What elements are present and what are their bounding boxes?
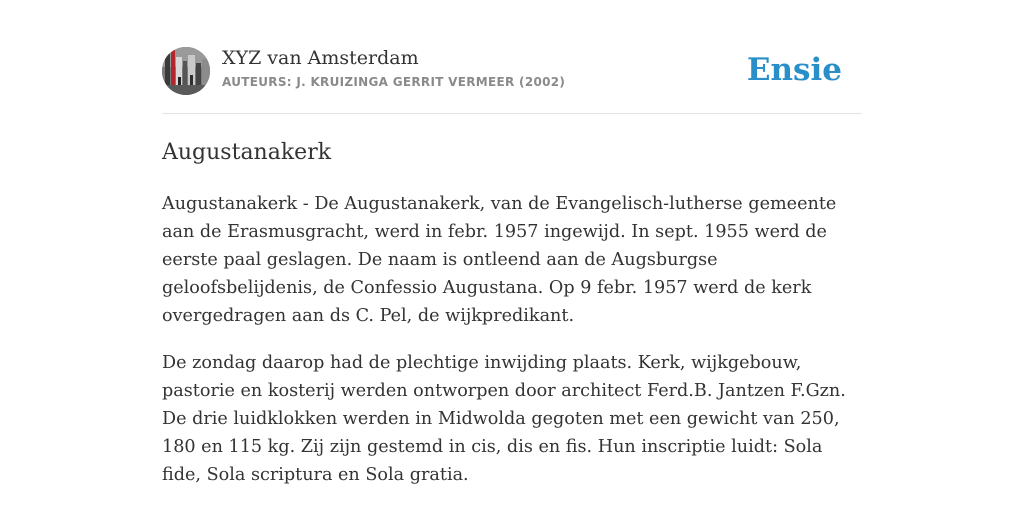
- ensie-logo[interactable]: Ensie: [746, 52, 842, 88]
- article-body: [162, 190, 862, 508]
- article-title: Augustanakerk: [162, 140, 332, 165]
- header-divider: [162, 113, 862, 114]
- source-authors: AUTEURS: J. KRUIZINGA GERRIT VERMEER (2002): [222, 75, 566, 89]
- source-header: [162, 46, 862, 96]
- source-title[interactable]: XYZ van Amsterdam: [222, 47, 419, 69]
- article-paragraph: De zondag daarop had de plechtige inwijding plaats. Kerk, wijkgebouw, pastorie en kosterij werden ontworpen door architect Ferd.B. Jantzen F.Gzn. De drie luidklokken werden in Midwolda gegoten met een gewicht van 250, 180 en 115 kg. Zij zijn gestemd in cis, dis en fis. Hun inscriptie luidt: Sola fide, Sola scriptura en Sola gratia.: [162, 353, 846, 485]
- source-avatar[interactable]: [162, 47, 210, 95]
- article-paragraph: Augustanakerk - De Augustanakerk, van de Evangelisch-lutherse gemeente aan de Erasmusgracht, werd in febr. 1957 ingewijd. In sept. 1955 werd de eerste paal geslagen. De naam is ontleend aan de Augsburgse geloofsbelijdenis, de Confessio Augustana. Op 9 febr. 1957 werd de kerk overgedragen aan ds C. Pel, de wijkpredikant.: [162, 194, 837, 326]
- page: [162, 0, 862, 512]
- avatar-image-icon: [162, 47, 210, 95]
